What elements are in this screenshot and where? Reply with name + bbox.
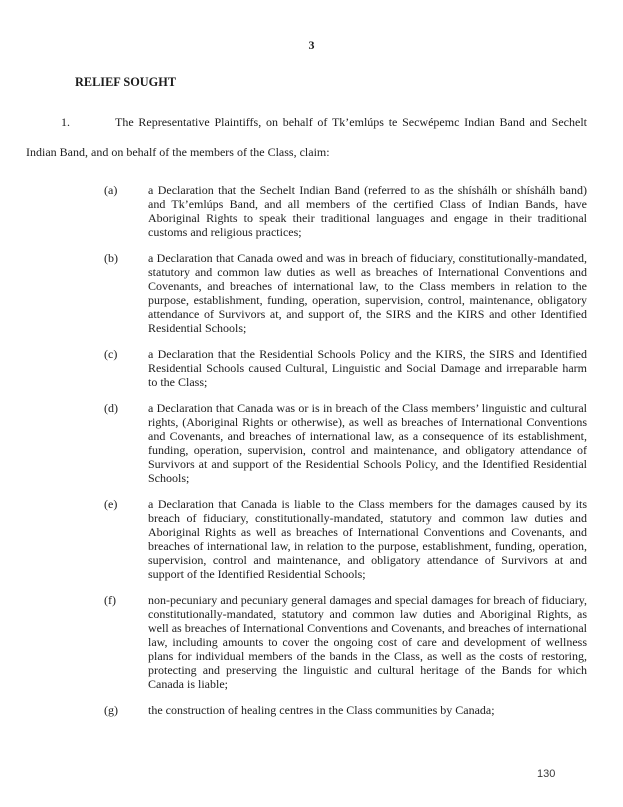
relief-item-label: (d) — [104, 401, 118, 415]
relief-item-text: non-pecuniary and pecuniary general damages and special damages for breach of fiduciary, constitutionally-mandated, statutory and common law duties and Aboriginal Rights, as well as breaches of International Conventions and Covenants, and breaches of international law, including amounts to cover the ongoing cost of care and development of wellness plans for individual members of the bands in the Class, as well as the costs of restoring, protecting and preserving the linguistic and cultural heritage of the Bands for which Canada is liable; — [148, 593, 587, 691]
relief-item-text: a Declaration that Canada was or is in breach of the Class members’ linguistic and cultural rights, (Aboriginal Rights or otherwise), as well as breaches of International Conventions and Covenants, and breaches of international law, as a consequence of its establishment, funding, operation, supervision, control and maintenance, and obligatory attendance of Survivors at and support of the Residential Schools Policy, and the Identified Residential Schools; — [148, 401, 587, 485]
relief-item-text: a Declaration that Canada owed and was in breach of fiduciary, constitutionally-mandated, statutory and common law duties as well as breaches of International Conventions and Covenants, and breaches of international law, to the Class members in relation to the purpose, establishment, funding, operation, supervision, control, maintenance, obligatory attendance of Survivors at, and support of, the SIRS and the KIRS and other Identified Residential Schools; — [148, 251, 587, 335]
paragraph-1-number: 1. — [61, 115, 70, 129]
relief-item — [26, 183, 587, 239]
paragraph-1 — [26, 107, 587, 167]
paragraph-1-text: The Representative Plaintiffs, on behalf of Tk’emlúps te Secwépemc Indian Band and Sechelt Indian Band, and on behalf of the members of the Class, claim: — [26, 115, 587, 159]
relief-item-text: a Declaration that the Residential Schools Policy and the KIRS, the SIRS and Identified Residential Schools caused Cultural, Linguistic and Social Damage and irreparable harm to the Class; — [148, 347, 587, 389]
page-number-top: 3 — [308, 38, 315, 52]
relief-item-label: (b) — [104, 251, 118, 265]
relief-item-label: (a) — [104, 183, 118, 197]
relief-item — [26, 497, 587, 581]
page-number-bottom: 130 — [537, 768, 556, 780]
relief-item-label: (f) — [104, 593, 116, 607]
relief-item-text: a Declaration that the Sechelt Indian Band (referred to as the shíshálh or shíshálh band) and Tk’emlúps Band, and all members of the certified Class of Indian Bands, have Aboriginal Rights to speak their traditional languages and engage in their traditional customs and religious practices; — [148, 183, 587, 239]
relief-items-list — [26, 183, 587, 717]
relief-item — [26, 251, 587, 335]
relief-item — [26, 593, 587, 691]
section-heading: RELIEF SOUGHT — [75, 75, 177, 89]
relief-item-label: (e) — [104, 497, 118, 511]
relief-item-label: (g) — [104, 703, 118, 717]
relief-item-text: the construction of healing centres in the Class communities by Canada; — [148, 703, 495, 717]
relief-item — [26, 347, 587, 389]
relief-item-label: (c) — [104, 347, 118, 361]
relief-item — [26, 401, 587, 485]
relief-item-text: a Declaration that Canada is liable to the Class members for the damages caused by its breach of fiduciary, constitutionally-mandated, statutory and common law duties and Aboriginal Rights as well as breaches of International Conventions and Covenants, and breaches of international law, in relation to the purpose, establishment, funding, operation, supervision, control and maintenance, and obligatory attendance of Survivors at and support of the Identified Residential Schools; — [148, 497, 587, 581]
relief-item — [26, 703, 587, 717]
